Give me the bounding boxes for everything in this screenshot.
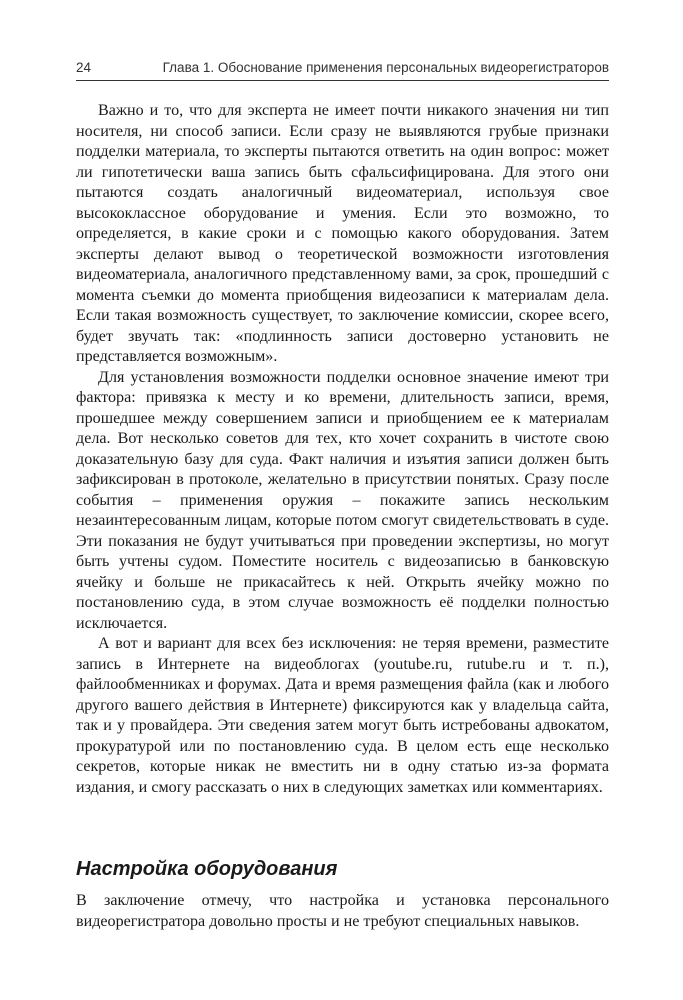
body-text — [76, 101, 609, 798]
paragraph-1: Важно и то, что для эксперта не имеет почти никакого значения ни тип носителя, ни способ записи. Если сразу не выявляются грубые признаки подделки материала, то эксперты пытаются ответить на один вопрос: может ли гипотетически ваша запись быть сфальсифицирована. Для этого они пытаются создать аналогичный видеоматериал, используя свое высококлассное оборудование и умения. Если это возможно, то определяется, в какие сроки и с помощью какого оборудования. Затем эксперты делают вывод о теоретической возможности изготовления видеоматериала, аналогичного представленному вами, за срок, прошедший с момента съемки до момента приобщения видеозаписи к материалам дела. Если такая возможность существует, то заключение комиссии, скорее всего, будет звучать так: «подлинность записи достоверно установить не представляется возможным». — [76, 102, 609, 365]
paragraph-3: А вот и вариант для всех без исключения: не теряя времени, разместите запись в Интернете на видеоблогах (youtube.ru, rutube.ru и т. п.), файлообменниках и форумах. Дата и время размещения файла (как и любого другого вашего действия в Интернете) фиксируются как у владельца сайта, так и у провайдера. Эти сведения затем могут быть истребованы адвокатом, прокуратурой или по постановлению суда. В целом есть еще несколько секретов, которые никак не вместить ни в одну статью из-за формата издания, и смогу рассказать о них в следующих заметках или комментариях. — [76, 635, 609, 796]
paragraph-2: Для установления возможности подделки основное значение имеют три фактора: привязка к месту и ко времени, длительность записи, время, прошедшее между совершением записи и приобщением ее к материалам дела. Вот несколько советов для тех, кто хочет сохранить в чистоте свою доказательную базу для суда. Факт наличия и изъятия записи должен быть зафиксирован в протоколе, желательно в присутствии понятых. Сразу после события – применения оружия – покажите запись нескольким незаинтересованным лицам, которые потом смогут свидетельствовать в суде. Эти показания не будут учитываться при проведении экспертизы, но могут быть учтены судом. Поместите носитель с видеозаписью в банковскую ячейку и больше не прикасайтесь к ней. Открыть ячейку можно по постановлению суда, в этом случае возможность её подделки полностью исключается. — [76, 368, 609, 632]
section-heading: Настройка оборудования — [76, 858, 338, 880]
section-body — [76, 891, 609, 932]
page-number: 24 — [76, 60, 92, 75]
chapter-title: Глава 1. Обоснование применения персональных видеорегистраторов — [162, 60, 609, 75]
section-paragraph: В заключение отмечу, что настройка и установка персонального видеорегистратора довольно просты и не требуют специальных навыков. — [76, 892, 609, 930]
running-header — [76, 58, 609, 81]
